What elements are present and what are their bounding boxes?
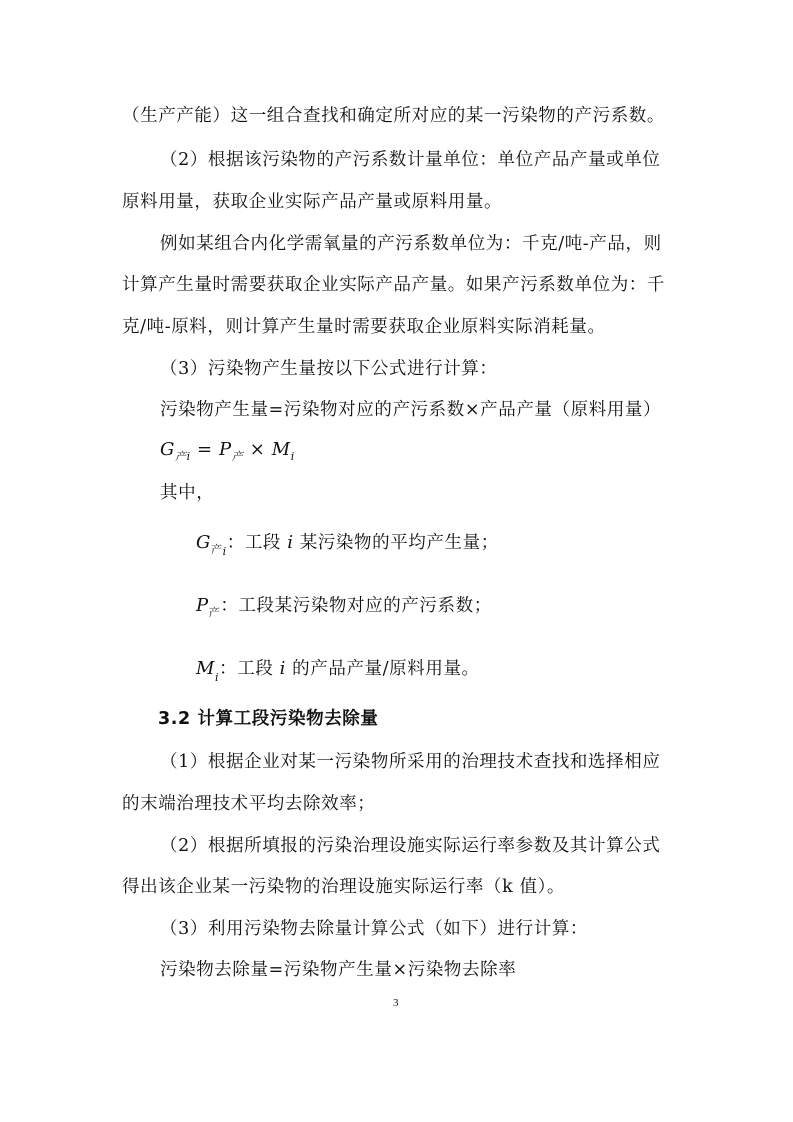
formula-times: × (243, 439, 272, 460)
definition-item (196, 531, 499, 557)
formula-symbol-g: G (160, 439, 175, 460)
def-subscript-i: i (215, 671, 220, 684)
paragraph-text: 例如某组合内化学需氧量的产污系数单位为：千克/吨-产品，则 (160, 234, 662, 254)
paragraph-text: 污染物去除量=污染物产生量×污染物去除率 (160, 960, 517, 980)
def-text: ：工段 (219, 659, 280, 679)
formula-subscript-i: i (186, 450, 191, 463)
def-text: ：工段某污染物对应的产污系数； (220, 596, 492, 616)
def-subscript-i: i (222, 545, 227, 558)
paragraph-text: （2）根据该污染物的产污系数计量单位：单位产品产量或单位 (160, 150, 661, 170)
paragraph-text: 计算产生量时需要获取企业实际产品产量。如果产污系数单位为：千 (122, 275, 665, 295)
def-symbol: P (196, 595, 209, 616)
definition-item (196, 657, 480, 683)
paragraph-text: （1）根据企业对某一污染物所采用的治理技术查找和选择相应 (160, 752, 661, 772)
paragraph-text: 克/吨-原料，则计算产生量时需要获取企业原料实际消耗量。 (122, 317, 606, 337)
def-var: i (287, 532, 294, 553)
formula-symbol-m: M (271, 439, 291, 460)
definition-item (196, 594, 492, 620)
paragraph-text: （生产产能）这一组合查找和确定所对应的某一污染物的产污系数。 (122, 106, 665, 126)
def-subscript: 产 (210, 543, 223, 556)
paragraph-text: 污染物产生量=污染物对应的产污系数×产品产量（原料用量） (160, 400, 662, 420)
formula-symbol-p: P (219, 439, 232, 460)
paragraph-text: （3）利用污染物去除量计算公式（如下）进行计算： (160, 919, 589, 939)
section-heading: 3.2 计算工段污染物去除量 (158, 709, 379, 729)
def-symbol: M (196, 658, 216, 679)
paragraph-text: 的末端治理技术平均去除效率； (122, 794, 376, 814)
def-var: i (279, 658, 286, 679)
paragraph-text: （3）污染物产生量按以下公式进行计算： (160, 359, 498, 379)
formula-subscript-i: i (290, 450, 295, 463)
def-text: 某污染物的平均产生量； (293, 533, 499, 553)
paragraph-text: （2）根据所填报的污染治理设施实际运行率参数及其计算公式 (160, 836, 661, 856)
paragraph-text: 得出该企业某一污染物的治理设施实际运行率（k 值）。 (122, 877, 566, 897)
page-number: 3 (393, 997, 399, 1009)
def-subscript: 产 (208, 606, 221, 619)
def-text: 的产品产量/原料用量。 (285, 659, 480, 679)
def-symbol: G (196, 532, 211, 553)
paragraph-text: 原料用量，获取企业实际产品产量或原料用量。 (122, 192, 503, 212)
formula (160, 438, 295, 464)
paragraph-text: 其中， (160, 483, 215, 503)
def-text: ：工段 (226, 533, 288, 553)
formula-equals: = (190, 439, 220, 460)
formula-subscript: 产 (174, 450, 187, 463)
formula-subscript: 产 (231, 450, 244, 463)
